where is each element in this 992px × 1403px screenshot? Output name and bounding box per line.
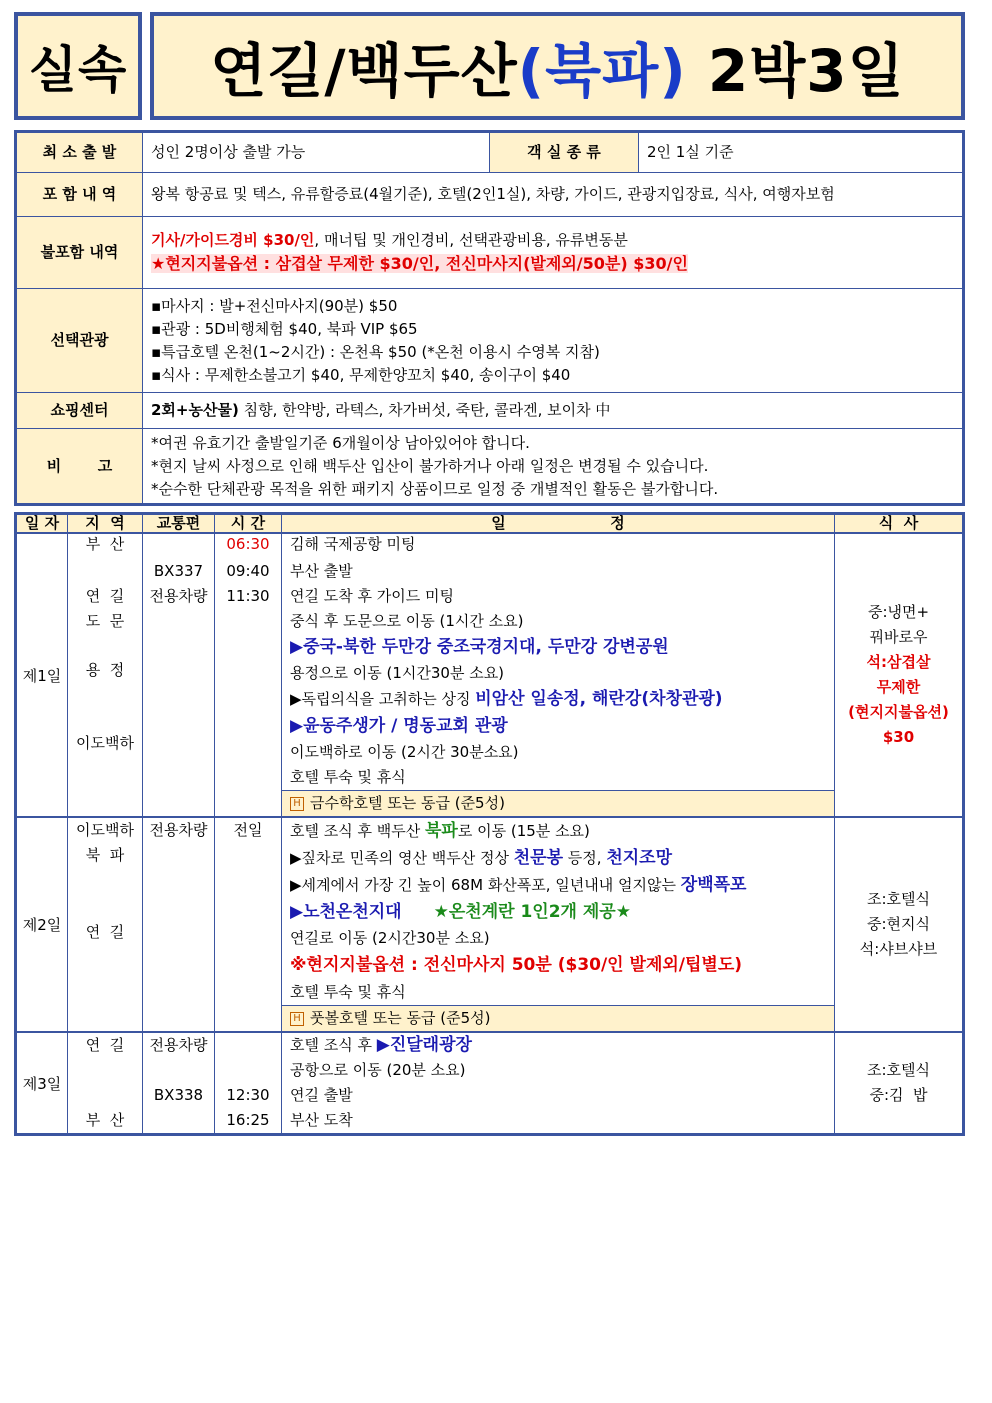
region-item xyxy=(68,707,142,731)
day1-plan xyxy=(282,533,835,817)
shop-value xyxy=(143,393,964,429)
incl-value: 왕복 항공료 및 텍스, 유류할증료(4월기준), 호텔(2인1실), 차량, 가이드, 관광지입장료, 식사, 여행자보험 xyxy=(143,173,964,217)
info-row-incl xyxy=(16,173,964,217)
min-value: 성인 2명이상 출발 가능 xyxy=(143,132,490,173)
region-item xyxy=(68,559,142,584)
hotel-name: 풋볼호텔 또는 동급 (준5성) xyxy=(310,1009,491,1027)
day3-row xyxy=(16,1032,964,1135)
plan-highlight: 천문봉 xyxy=(513,848,564,868)
plan-line xyxy=(290,686,834,713)
region-item xyxy=(68,1058,142,1083)
time-item: 09:40 xyxy=(226,562,270,580)
col-transport: 교통편 xyxy=(143,514,215,534)
plan-highlight: ★온천계란 1인2개 제공★ xyxy=(433,902,631,922)
plan-line xyxy=(290,818,834,845)
plan-text: ▶독립의식을 고취하는 상징 xyxy=(290,690,476,708)
plan-text: ▶세계에서 가장 긴 높이 68M 화산폭포, 일년내내 얼지않는 xyxy=(290,876,681,894)
room-value: 2인 1실 기준 xyxy=(639,132,964,173)
col-plan: 일 정 xyxy=(282,514,835,534)
schedule-table xyxy=(14,512,965,1136)
plan-text: 호텔 조식 후 백두산 xyxy=(290,822,425,840)
time-item xyxy=(215,1033,281,1058)
day3-times xyxy=(215,1032,282,1135)
plan-text: 로 이동 (15분 소요) xyxy=(457,822,590,840)
min-label: 최 소 출 발 xyxy=(16,132,143,173)
day2-row xyxy=(16,817,964,1032)
day3-meal xyxy=(835,1032,964,1135)
meal-item: 꿔바로우 xyxy=(869,628,928,646)
opt-list xyxy=(143,289,964,393)
transport-item: BX338 xyxy=(153,1086,204,1104)
meal-item: 중:현지식 xyxy=(866,915,930,933)
opt-item: ▪마사지 : 발+전신마사지(90분) $50 xyxy=(151,296,398,315)
plan-highlight: 천지조망 xyxy=(606,848,673,868)
incl-label: 포 함 내 역 xyxy=(16,173,143,217)
plan-line: 연길 도착 후 가이드 미팅 xyxy=(290,587,454,605)
day1-label: 제1일 xyxy=(16,533,68,817)
plan-line: 중식 후 도문으로 이동 (1시간 소요) xyxy=(290,612,524,630)
meal-item: 중:냉면+ xyxy=(867,603,930,621)
plan-line: 김해 국제공항 미팅 xyxy=(290,535,416,553)
day1-hotel xyxy=(282,790,834,816)
shop-label: 쇼핑센터 xyxy=(16,393,143,429)
day2-transport xyxy=(143,817,215,1032)
plan-highlight: 비암산 일송정, 해란강(차창관광) xyxy=(475,689,723,709)
badge-box xyxy=(14,12,142,120)
info-row-shop xyxy=(16,393,964,429)
meal-item: $30 xyxy=(882,728,915,746)
region-item: 연 길 xyxy=(85,587,125,605)
region-item: 연 길 xyxy=(85,1036,125,1054)
day2-hotel xyxy=(282,1005,834,1031)
region-item xyxy=(68,895,142,922)
region-item: 도 문 xyxy=(85,612,125,630)
plan-line: 이도백하로 이동 (2시간 30분소요) xyxy=(290,743,519,761)
plan-line xyxy=(290,845,834,872)
plan-line: 호텔 투숙 및 휴식 xyxy=(290,768,406,786)
excl-guide-fee: 기사/가이드경비 $30/인 xyxy=(151,231,315,249)
time-item: 11:30 xyxy=(226,587,270,605)
plan-line: 공항으로 이동 (20분 소요) xyxy=(290,1061,466,1079)
meal-item: 무제한 xyxy=(876,678,921,696)
plan-line: 연길 출발 xyxy=(290,1086,353,1104)
plan-line: 호텔 투숙 및 휴식 xyxy=(290,983,406,1001)
opt-item: ▪특급호텔 온천(1~2시간) : 온천욕 $50 (*온천 이용시 수영복 지참) xyxy=(151,342,600,361)
plan-line xyxy=(290,872,834,899)
hotel-name: 금수학호텔 또는 동급 (준5성) xyxy=(310,794,505,812)
plan-line xyxy=(290,899,834,926)
note-label: 비 고 xyxy=(16,429,143,505)
transport-item xyxy=(143,1058,214,1083)
day1-transport xyxy=(143,533,215,817)
day1-meal xyxy=(835,533,964,817)
day3-transport xyxy=(143,1032,215,1135)
plan-line xyxy=(290,1033,834,1058)
time-item: 06:30 xyxy=(226,535,270,553)
note-list xyxy=(143,429,964,505)
col-day: 일 자 xyxy=(16,514,68,534)
region-item xyxy=(68,868,142,895)
col-region: 지 역 xyxy=(68,514,143,534)
title-box xyxy=(150,12,965,120)
region-item: 부 산 xyxy=(85,535,125,553)
note-item: *여권 유효기간 출발일기준 6개월이상 남아있어야 합니다. xyxy=(151,433,530,452)
opt-label: 선택관광 xyxy=(16,289,143,393)
hotel-icon: H xyxy=(290,797,304,811)
meal-item: 조:호텔식 xyxy=(866,890,930,908)
time-item: 16:25 xyxy=(226,1111,270,1129)
excl-local-option: ★현지지불옵션 : 삼겹살 무제한 $30/인, 전신마사지(발제외/50분) $30/인 xyxy=(151,254,688,273)
transport-item: BX337 xyxy=(153,562,204,580)
col-time: 시 간 xyxy=(215,514,282,534)
page-title xyxy=(210,24,904,108)
excl-rest: , 매너팁 및 개인경비, 선택관광비용, 유류변동분 xyxy=(314,231,628,249)
day3-plan xyxy=(282,1032,835,1135)
plan-highlight: 북파 xyxy=(425,821,458,841)
plan-line: ※현지지불옵션 : 전신마사지 50분 ($30/인 발제외/팁별도) xyxy=(290,955,743,975)
region-item: 연 길 xyxy=(85,923,125,941)
region-item: 북 파 xyxy=(85,846,125,864)
transport-item: 전용차량 xyxy=(149,821,208,839)
plan-line: 용정으로 이동 (1시간30분 소요) xyxy=(290,664,505,682)
excl-value xyxy=(143,217,964,289)
badge-text: 실속 xyxy=(28,41,128,99)
day2-time xyxy=(215,817,282,1032)
info-row-optional xyxy=(16,289,964,393)
transport-item: 전용차량 xyxy=(149,587,208,605)
plan-line: ▶중국-북한 두만강 중조국경지대, 두만강 강변공원 xyxy=(290,637,669,657)
day2-plan xyxy=(282,817,835,1032)
plan-line: ▶윤동주생가 / 명동교회 관광 xyxy=(290,716,508,736)
title-part-c: 2박3일 xyxy=(686,37,905,105)
title-part-a: 연길/백두산 xyxy=(210,37,518,105)
plan-line: 부산 출발 xyxy=(290,562,353,580)
day1-times xyxy=(215,533,282,817)
plan-text: ▶짚차로 민족의 영산 백두산 정상 xyxy=(290,849,514,867)
time-item xyxy=(215,1058,281,1083)
region-item: 부 산 xyxy=(85,1111,125,1129)
meal-item: 석:샤브샤브 xyxy=(859,940,938,958)
region-item xyxy=(68,683,142,707)
day2-label: 제2일 xyxy=(16,817,68,1032)
plan-text: 호텔 조식 후 xyxy=(290,1036,377,1054)
meal-item: 석:삼겹살 xyxy=(866,653,931,671)
note-item: *순수한 단체관광 목적을 위한 패키지 상품이므로 일정 중 개별적인 활동은 불가합니다. xyxy=(151,479,719,498)
plan-highlight: ▶진달래광장 xyxy=(376,1035,472,1055)
day1-row xyxy=(16,533,964,817)
title-part-b: (북파) xyxy=(517,37,687,105)
day1-regions xyxy=(68,533,143,817)
time-item: 12:30 xyxy=(226,1086,270,1104)
col-meal: 식 사 xyxy=(835,514,964,534)
excl-label: 불포함 내역 xyxy=(16,217,143,289)
region-item xyxy=(68,1083,142,1108)
meal-item: 조:호텔식 xyxy=(866,1061,930,1079)
opt-item: ▪관광 : 5D비행체험 $40, 북파 VIP $65 xyxy=(151,319,418,338)
time-item: 전일 xyxy=(233,821,263,839)
plan-highlight: ▶노천온천지대 xyxy=(290,902,402,922)
day2-meal xyxy=(835,817,964,1032)
schedule-header-row xyxy=(16,514,964,534)
day3-regions xyxy=(68,1032,143,1135)
hotel-icon: H xyxy=(290,1012,304,1026)
info-row-min xyxy=(16,132,964,173)
info-row-excl xyxy=(16,217,964,289)
plan-text: 등정, xyxy=(563,849,607,867)
day2-regions xyxy=(68,817,143,1032)
shop-items: 침향, 한약방, 라텍스, 차가버섯, 죽탄, 콜라겐, 보이차 中 xyxy=(238,401,611,419)
transport-item xyxy=(143,1108,214,1133)
day3-label: 제3일 xyxy=(16,1032,68,1135)
plan-line: 부산 도착 xyxy=(290,1111,353,1129)
meal-item: (현지지불옵션) xyxy=(848,703,949,721)
note-item: *현지 날씨 사정으로 인해 백두산 입산이 불가하거나 아래 일정은 변경될 수 있습니다. xyxy=(151,456,709,475)
room-label: 객 실 종 류 xyxy=(490,132,639,173)
plan-highlight: 장백폭포 xyxy=(680,875,747,895)
region-item xyxy=(68,634,142,658)
meal-item: 중:김 밥 xyxy=(869,1086,928,1104)
transport-item xyxy=(143,534,214,559)
region-item: 용 정 xyxy=(85,661,125,679)
plan-line: 연길로 이동 (2시간30분 소요) xyxy=(290,929,490,947)
opt-item: ▪식사 : 무제한소불고기 $40, 무제한양꼬치 $40, 송이구이 $40 xyxy=(151,365,571,384)
shop-count: 2회+농산물) xyxy=(151,401,239,419)
transport-item: 전용차량 xyxy=(149,1036,208,1054)
info-row-notes xyxy=(16,429,964,505)
info-table xyxy=(14,130,965,506)
region-item: 이도백하 xyxy=(76,821,134,839)
region-item: 이도백하 xyxy=(76,734,134,752)
